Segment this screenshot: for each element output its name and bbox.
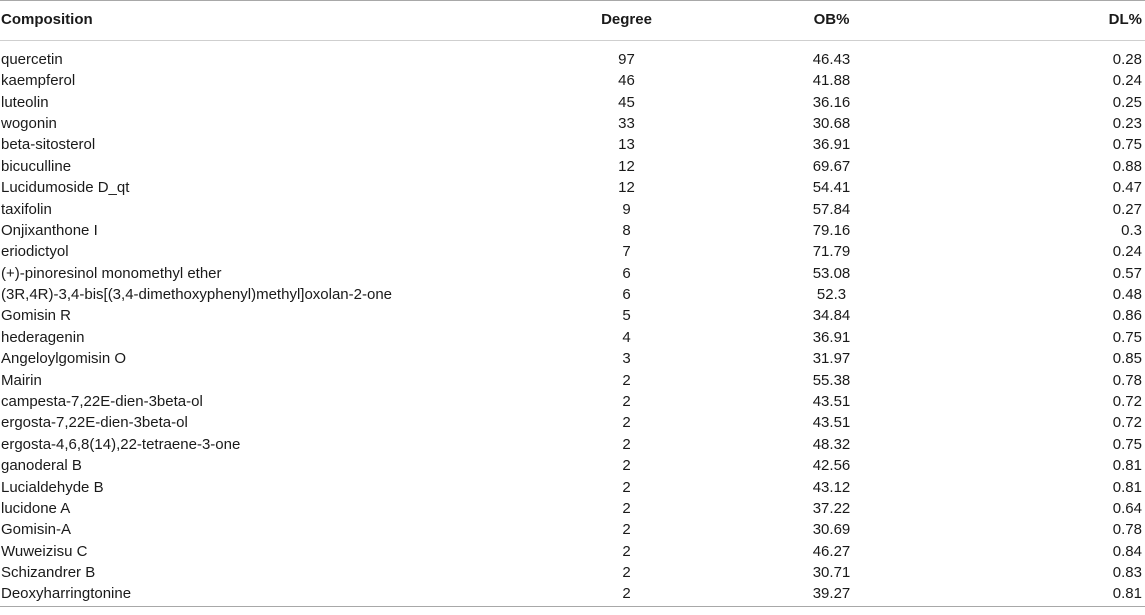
cell-composition: hederagenin (1, 328, 85, 346)
cell-dl: 0.75 (1112, 328, 1142, 346)
cell-dl: 0.72 (1112, 393, 1142, 411)
cell-ob: 37.22 (812, 500, 851, 517)
cell-ob: 41.88 (812, 72, 851, 90)
cell-composition: luteolin (1, 93, 49, 111)
table-row (0, 177, 1145, 198)
cell-degree: 9 (622, 200, 631, 218)
cell-dl: 0.84 (1112, 542, 1142, 560)
cell-ob: 30.71 (812, 564, 851, 582)
table-row (0, 220, 1145, 241)
cell-ob: 79.16 (812, 221, 851, 239)
cell-degree: 7 (622, 243, 631, 261)
cell-ob: 46.27 (812, 542, 851, 560)
cell-ob: 36.91 (812, 136, 851, 154)
table-header (0, 1, 1145, 41)
cell-ob: 53.08 (812, 264, 851, 282)
cell-composition: wogonin (1, 114, 57, 132)
cell-ob: 43.51 (812, 393, 851, 411)
table-row (0, 541, 1145, 562)
cell-degree: 13 (618, 136, 635, 154)
cell-ob: 39.27 (735, 583, 930, 607)
cell-degree: 6 (622, 264, 631, 282)
cell-dl: 0.24 (1112, 72, 1142, 90)
cell-ob: 36.16 (812, 93, 851, 111)
cell-ob: 69.67 (812, 157, 851, 175)
cell-composition: Lucialdehyde B (1, 478, 104, 496)
cell-degree: 8 (622, 221, 631, 239)
cell-dl: 0.78 (1112, 521, 1142, 539)
cell-ob: 42.56 (812, 457, 851, 475)
cell-degree: 4 (622, 328, 631, 346)
cell-degree: 2 (622, 521, 631, 539)
cell-dl: 0.75 (1112, 435, 1142, 453)
table-body (0, 41, 1145, 607)
table-row (0, 156, 1145, 177)
cell-ob: 30.69 (812, 521, 851, 539)
table-row (0, 113, 1145, 134)
cell-composition: (+)-pinoresinol monomethyl ether (1, 264, 222, 282)
cell-degree: 33 (618, 114, 635, 132)
cell-degree: 97 (618, 51, 635, 68)
table-row (0, 455, 1145, 476)
table-row (0, 348, 1145, 369)
cell-dl: 0.78 (1112, 371, 1142, 389)
cell-degree: 2 (622, 414, 631, 432)
cell-composition: Lucidumoside D_qt (1, 179, 130, 197)
cell-dl: 0.88 (1112, 157, 1142, 175)
table-row (0, 198, 1145, 219)
cell-dl: 0.64 (1112, 500, 1142, 517)
cell-dl: 0.81 (1112, 478, 1142, 496)
cell-dl: 0.83 (1112, 564, 1142, 582)
cell-degree: 2 (622, 542, 631, 560)
header-degree: Degree (520, 1, 735, 41)
table-row (0, 41, 1145, 71)
cell-dl: 0.23 (1112, 114, 1142, 132)
cell-composition: quercetin (1, 51, 63, 68)
table-row (0, 476, 1145, 497)
cell-composition: kaempferol (1, 72, 76, 90)
cell-degree: 2 (622, 393, 631, 411)
cell-ob: 46.43 (812, 51, 851, 68)
cell-dl: 0.48 (1112, 286, 1142, 304)
cell-dl: 0.25 (1112, 93, 1142, 111)
cell-composition: Gomisin R (1, 307, 72, 325)
cell-dl: 0.81 (930, 583, 1145, 607)
cell-degree: 2 (622, 478, 631, 496)
cell-degree: 2 (622, 435, 631, 453)
table-row (0, 263, 1145, 284)
table-row (0, 70, 1145, 91)
table-row (0, 327, 1145, 348)
cell-degree: 2 (520, 583, 735, 607)
cell-ob: 71.79 (812, 243, 851, 261)
cell-dl: 0.57 (1112, 264, 1142, 282)
cell-ob: 54.41 (812, 179, 851, 197)
cell-degree: 12 (618, 179, 635, 197)
header-composition: Composition (0, 1, 520, 41)
cell-composition: Mairin (1, 371, 42, 389)
table-row (0, 562, 1145, 583)
cell-ob: 52.3 (816, 286, 847, 304)
cell-degree: 6 (622, 286, 631, 304)
table-row (0, 91, 1145, 112)
cell-composition: Gomisin-A (1, 521, 72, 539)
cell-degree: 2 (622, 564, 631, 582)
cell-composition: (3R,4R)-3,4-bis[(3,4-dimethoxyphenyl)methyl]oxolan-2-one (1, 286, 393, 304)
cell-ob: 43.51 (812, 414, 851, 432)
cell-degree: 45 (618, 93, 635, 111)
cell-composition: eriodictyol (1, 243, 69, 261)
cell-composition: Angeloylgomisin O (1, 350, 127, 368)
cell-dl: 0.81 (1112, 457, 1142, 475)
cell-degree: 46 (618, 72, 635, 90)
cell-degree: 3 (622, 350, 631, 368)
table-row (0, 519, 1145, 540)
table-row (0, 369, 1145, 390)
cell-ob: 31.97 (812, 350, 851, 368)
cell-ob: 36.91 (812, 328, 851, 346)
cell-ob: 48.32 (812, 435, 851, 453)
table-row (0, 241, 1145, 262)
cell-composition: Wuweizisu C (1, 542, 88, 560)
cell-dl: 0.47 (1112, 179, 1142, 197)
cell-ob: 55.38 (812, 371, 851, 389)
table-row (0, 284, 1145, 305)
cell-dl: 0.24 (1112, 243, 1142, 261)
cell-degree: 2 (622, 371, 631, 389)
cell-degree: 2 (622, 457, 631, 475)
cell-dl: 0.86 (1112, 307, 1142, 325)
table-row (0, 412, 1145, 433)
cell-composition: Onjixanthone I (1, 221, 98, 239)
cell-composition: ergosta-4,6,8(14),22-tetraene-3-one (1, 435, 241, 453)
cell-ob: 43.12 (812, 478, 851, 496)
header-ob: OB% (735, 1, 930, 41)
header-row (0, 1, 1145, 41)
cell-degree: 5 (622, 307, 631, 325)
cell-composition: ergosta-7,22E-dien-3beta-ol (1, 414, 188, 432)
cell-composition: beta-sitosterol (1, 136, 96, 154)
header-dl: DL% (930, 1, 1145, 41)
cell-ob: 30.68 (812, 114, 851, 132)
cell-dl: 0.75 (1112, 136, 1142, 154)
table-row (0, 498, 1145, 519)
cell-degree: 12 (618, 157, 635, 175)
table-row (0, 583, 1145, 607)
cell-dl: 0.3 (1121, 221, 1142, 239)
cell-degree: 2 (622, 500, 631, 517)
cell-composition: campesta-7,22E-dien-3beta-ol (1, 393, 203, 411)
cell-composition: taxifolin (1, 200, 52, 218)
cell-composition: Deoxyharringtonine (0, 583, 520, 607)
cell-dl: 0.72 (1112, 414, 1142, 432)
cell-dl: 0.85 (1112, 350, 1142, 368)
table-row (0, 305, 1145, 326)
cell-composition: lucidone A (1, 500, 71, 517)
table-row (0, 134, 1145, 155)
cell-composition: bicuculline (1, 157, 72, 175)
cell-ob: 34.84 (812, 307, 851, 325)
table-row (0, 434, 1145, 455)
cell-composition: Schizandrer B (1, 564, 96, 582)
table-row (0, 391, 1145, 412)
cell-composition: ganoderal B (1, 457, 82, 475)
cell-ob: 57.84 (812, 200, 851, 218)
cell-dl: 0.27 (1112, 200, 1142, 218)
cell-dl: 0.28 (1112, 51, 1142, 68)
